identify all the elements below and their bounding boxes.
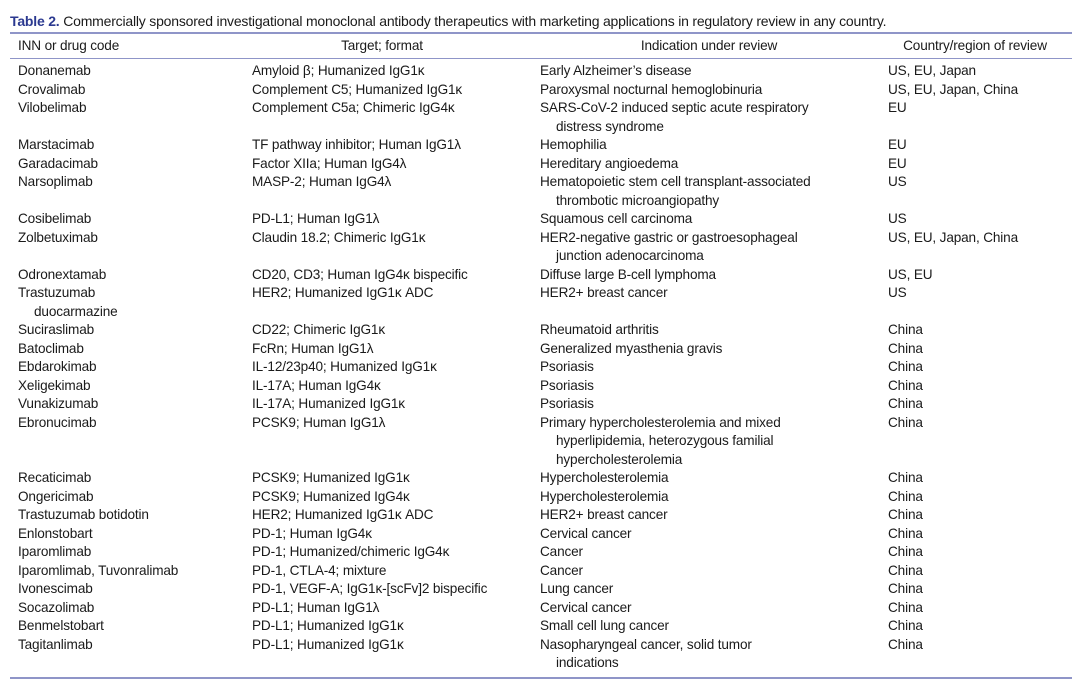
table-container xyxy=(10,10,1072,679)
cell-country xyxy=(878,358,1072,377)
cell-text: TF pathway inhibitor; Human IgG1λ xyxy=(252,137,461,152)
cell-country xyxy=(878,62,1072,81)
table-row xyxy=(10,136,1072,155)
cell-country xyxy=(878,99,1072,136)
cell-text: Vunakizumab xyxy=(18,396,99,411)
cell-target xyxy=(252,266,540,285)
cell-text: China xyxy=(888,396,923,411)
cell-text: China xyxy=(888,581,923,596)
cell-text: China xyxy=(888,359,923,374)
table-row xyxy=(10,543,1072,562)
cell-text: China xyxy=(888,562,923,578)
cell-country xyxy=(878,488,1072,507)
cell-text: Batoclimab xyxy=(18,340,84,356)
cell-target xyxy=(252,488,540,507)
cell-indication xyxy=(540,562,878,581)
cell-text: Factor XIIa; Human IgG4λ xyxy=(252,155,407,171)
cell-text: US, EU, Japan, China xyxy=(888,81,1018,97)
cell-target xyxy=(252,62,540,81)
cell-inn xyxy=(10,377,252,396)
cell-text: Paroxysmal nocturnal hemoglobinuria xyxy=(540,81,763,97)
cell-indication xyxy=(540,62,878,81)
cell-text: Crovalimab xyxy=(18,81,86,97)
cell-inn xyxy=(10,173,252,210)
cell-text: PD-1; Human IgG4κ xyxy=(252,525,372,541)
cell-text: China xyxy=(888,507,923,522)
table-row xyxy=(10,340,1072,359)
table-row xyxy=(10,155,1072,174)
cell-text: duocarmazine xyxy=(34,303,118,319)
cell-inn xyxy=(10,155,252,174)
bottom-rule xyxy=(10,677,1072,679)
cell-target xyxy=(252,562,540,581)
cell-text: EU xyxy=(888,100,907,115)
cell-text: EU xyxy=(888,155,907,171)
cell-country xyxy=(878,562,1072,581)
cell-indication xyxy=(540,173,878,210)
cell-text: PCSK9; Humanized IgG4κ xyxy=(252,488,410,504)
cell-target xyxy=(252,469,540,488)
cell-target xyxy=(252,599,540,618)
cell-target xyxy=(252,136,540,155)
cell-country xyxy=(878,414,1072,470)
cell-inn xyxy=(10,506,252,525)
table-row xyxy=(10,525,1072,544)
header-indication: Indication under review xyxy=(640,38,778,53)
cell-inn xyxy=(10,469,252,488)
table-row xyxy=(10,506,1072,525)
cell-text: Psoriasis xyxy=(540,396,594,411)
cell-text: Early Alzheimer’s disease xyxy=(540,63,692,78)
cell-text: Trastuzumab xyxy=(18,285,96,300)
cell-text: PCSK9; Humanized IgG1κ xyxy=(252,470,410,485)
cell-text: junction adenocarcinoma xyxy=(556,248,704,263)
cell-inn xyxy=(10,525,252,544)
cell-target xyxy=(252,636,540,673)
cell-text: FcRn; Human IgG1λ xyxy=(252,340,374,356)
cell-text: Marstacimab xyxy=(18,137,95,152)
cell-target xyxy=(252,210,540,229)
cell-text: CD20, CD3; Human IgG4κ bispecific xyxy=(252,266,468,282)
cell-text: Squamous cell carcinoma xyxy=(540,211,693,226)
cell-text: Complement C5a; Chimeric IgG4κ xyxy=(252,100,455,115)
table-row xyxy=(10,358,1072,377)
cell-country xyxy=(878,377,1072,396)
cell-inn xyxy=(10,636,252,673)
cell-target xyxy=(252,81,540,100)
table-caption xyxy=(10,10,1072,32)
cell-indication xyxy=(540,266,878,285)
cell-text: Vilobelimab xyxy=(18,100,87,115)
table-row xyxy=(10,62,1072,81)
cell-text: Benmelstobart xyxy=(18,618,104,633)
cell-text: Hemophilia xyxy=(540,137,607,152)
cell-text: US xyxy=(888,285,907,300)
cell-text: Ebdarokimab xyxy=(18,359,97,374)
cell-indication xyxy=(540,210,878,229)
cell-indication xyxy=(540,99,878,136)
table-row xyxy=(10,488,1072,507)
cell-inn xyxy=(10,229,252,266)
cell-text: Tagitanlimab xyxy=(18,636,93,652)
cell-text: China xyxy=(888,636,923,652)
cell-indication xyxy=(540,543,878,562)
cell-text: Donanemab xyxy=(18,63,91,78)
cell-target xyxy=(252,525,540,544)
cell-country xyxy=(878,81,1072,100)
cell-text: Lung cancer xyxy=(540,581,614,596)
cell-text: Cancer xyxy=(540,562,583,578)
cell-text: China xyxy=(888,470,923,485)
cell-target xyxy=(252,358,540,377)
table-row xyxy=(10,284,1072,321)
cell-country xyxy=(878,155,1072,174)
cell-text: MASP-2; Human IgG4λ xyxy=(252,174,392,189)
header-target: Target; format xyxy=(341,38,423,53)
cell-text: Narsoplimab xyxy=(18,174,93,189)
cell-text: IL-17A; Human IgG4κ xyxy=(252,377,381,393)
cell-text: US xyxy=(888,174,907,189)
cell-country xyxy=(878,136,1072,155)
cell-country xyxy=(878,395,1072,414)
cell-target xyxy=(252,99,540,136)
cell-text: hyperlipidemia, heterozygous familial xyxy=(556,433,774,448)
cell-inn xyxy=(10,395,252,414)
cell-target xyxy=(252,543,540,562)
cell-text: China xyxy=(888,377,923,393)
cell-indication xyxy=(540,636,878,673)
cell-text: China xyxy=(888,525,923,541)
table-row xyxy=(10,81,1072,100)
cell-text: Odronextamab xyxy=(18,266,107,282)
cell-text: indications xyxy=(556,655,619,670)
table-body xyxy=(10,59,1072,677)
cell-text: Hypercholesterolemia xyxy=(540,488,669,504)
cell-text: China xyxy=(888,599,923,615)
table-row xyxy=(10,377,1072,396)
cell-text: HER2; Humanized IgG1κ ADC xyxy=(252,507,434,522)
cell-inn xyxy=(10,562,252,581)
cell-target xyxy=(252,580,540,599)
cell-text: Diffuse large B-cell lymphoma xyxy=(540,266,716,282)
table-row xyxy=(10,580,1072,599)
cell-country xyxy=(878,173,1072,210)
cell-text: HER2; Humanized IgG1κ ADC xyxy=(252,285,434,300)
cell-text: China xyxy=(888,340,923,356)
cell-indication xyxy=(540,395,878,414)
cell-target xyxy=(252,506,540,525)
cell-target xyxy=(252,340,540,359)
cell-inn xyxy=(10,136,252,155)
cell-inn xyxy=(10,488,252,507)
cell-text: Ongericimab xyxy=(18,488,94,504)
table-row xyxy=(10,229,1072,266)
cell-target xyxy=(252,395,540,414)
cell-country xyxy=(878,210,1072,229)
cell-text: HER2-negative gastric or gastroesophageal xyxy=(540,229,798,245)
cell-indication xyxy=(540,506,878,525)
cell-text: Psoriasis xyxy=(540,359,594,374)
table-row xyxy=(10,469,1072,488)
cell-text: Socazolimab xyxy=(18,599,95,615)
cell-country xyxy=(878,599,1072,618)
cell-indication xyxy=(540,155,878,174)
cell-text: China xyxy=(888,322,923,337)
cell-text: China xyxy=(888,414,923,430)
cell-indication xyxy=(540,229,878,266)
cell-text: Generalized myasthenia gravis xyxy=(540,340,723,356)
cell-text: HER2+ breast cancer xyxy=(540,285,668,300)
cell-inn xyxy=(10,284,252,321)
cell-indication xyxy=(540,599,878,618)
cell-text: PD-1; Humanized/chimeric IgG4κ xyxy=(252,544,450,559)
cell-text: Cancer xyxy=(540,544,583,559)
cell-indication xyxy=(540,414,878,470)
cell-indication xyxy=(540,81,878,100)
table-row xyxy=(10,599,1072,618)
cell-country xyxy=(878,229,1072,266)
cell-inn xyxy=(10,62,252,81)
cell-text: Claudin 18.2; Chimeric IgG1κ xyxy=(252,229,426,245)
cell-inn xyxy=(10,617,252,636)
header-inn: INN or drug code xyxy=(18,38,120,53)
cell-text: PD-L1; Humanized IgG1κ xyxy=(252,636,404,652)
table-row xyxy=(10,414,1072,470)
cell-target xyxy=(252,229,540,266)
cell-target xyxy=(252,617,540,636)
cell-indication xyxy=(540,136,878,155)
cell-text: Cervical cancer xyxy=(540,599,632,615)
cell-target xyxy=(252,321,540,340)
cell-inn xyxy=(10,81,252,100)
cell-inn xyxy=(10,358,252,377)
cell-text: PD-1, VEGF-A; IgG1κ-[scFv]2 bispecific xyxy=(252,581,488,596)
cell-text: Ebronucimab xyxy=(18,414,97,430)
table-title: Commercially sponsored investigational monoclonal antibody therapeutics with marketing applications in regulatory review in any country. xyxy=(63,13,887,29)
cell-text: US, EU xyxy=(888,266,933,282)
cell-text: Hereditary angioedema xyxy=(540,155,679,171)
cell-indication xyxy=(540,617,878,636)
cell-country xyxy=(878,284,1072,321)
cell-indication xyxy=(540,469,878,488)
cell-text: hypercholesterolemia xyxy=(556,451,683,467)
cell-text: PCSK9; Human IgG1λ xyxy=(252,414,386,430)
cell-text: HER2+ breast cancer xyxy=(540,507,668,522)
cell-country xyxy=(878,266,1072,285)
cell-country xyxy=(878,469,1072,488)
cell-text: US xyxy=(888,211,907,226)
cell-indication xyxy=(540,525,878,544)
cell-text: Garadacimab xyxy=(18,155,98,171)
table-row xyxy=(10,617,1072,636)
cell-text: Ivonescimab xyxy=(18,581,93,596)
cell-text: CD22; Chimeric IgG1κ xyxy=(252,322,385,337)
cell-text: Primary hypercholesterolemia and mixed xyxy=(540,414,781,430)
cell-indication xyxy=(540,284,878,321)
table-row xyxy=(10,173,1072,210)
cell-text: distress syndrome xyxy=(556,118,664,134)
cell-text: Hematopoietic stem cell transplant-associated xyxy=(540,174,811,189)
table-row xyxy=(10,99,1072,136)
cell-text: China xyxy=(888,488,923,504)
cell-country xyxy=(878,636,1072,673)
cell-inn xyxy=(10,210,252,229)
cell-text: Cervical cancer xyxy=(540,525,632,541)
cell-country xyxy=(878,543,1072,562)
cell-inn xyxy=(10,414,252,470)
table-row xyxy=(10,321,1072,340)
cell-target xyxy=(252,284,540,321)
cell-text: Trastuzumab botidotin xyxy=(18,507,149,522)
cell-text: Hypercholesterolemia xyxy=(540,470,669,485)
cell-inn xyxy=(10,321,252,340)
cell-target xyxy=(252,377,540,396)
cell-text: Xeligekimab xyxy=(18,377,91,393)
cell-indication xyxy=(540,321,878,340)
table-row xyxy=(10,562,1072,581)
cell-text: Enlonstobart xyxy=(18,525,93,541)
table-row xyxy=(10,266,1072,285)
cell-indication xyxy=(540,358,878,377)
cell-country xyxy=(878,340,1072,359)
cell-inn xyxy=(10,580,252,599)
header-country: Country/region of review xyxy=(903,38,1047,53)
cell-text: US, EU, Japan, China xyxy=(888,229,1018,245)
cell-text: Psoriasis xyxy=(540,377,594,393)
cell-text: Complement C5; Humanized IgG1κ xyxy=(252,81,463,97)
cell-country xyxy=(878,321,1072,340)
cell-text: thrombotic microangiopathy xyxy=(556,192,720,208)
cell-text: Iparomlimab, Tuvonralimab xyxy=(18,562,179,578)
cell-text: Cosibelimab xyxy=(18,211,92,226)
cell-text: IL-12/23p40; Humanized IgG1κ xyxy=(252,359,437,374)
table-row xyxy=(10,210,1072,229)
table-row xyxy=(10,636,1072,673)
cell-text: Suciraslimab xyxy=(18,322,95,337)
cell-text: Nasopharyngeal cancer, solid tumor xyxy=(540,636,752,652)
cell-text: Zolbetuximab xyxy=(18,229,98,245)
cell-text: Small cell lung cancer xyxy=(540,618,669,633)
table-row xyxy=(10,395,1072,414)
cell-inn xyxy=(10,340,252,359)
cell-text: PD-L1; Human IgG1λ xyxy=(252,599,380,615)
table-label: Table 2. xyxy=(10,13,60,29)
cell-text: IL-17A; Humanized IgG1κ xyxy=(252,396,405,411)
cell-inn xyxy=(10,266,252,285)
cell-text: Rheumatoid arthritis xyxy=(540,322,659,337)
cell-target xyxy=(252,173,540,210)
cell-text: Iparomlimab xyxy=(18,544,92,559)
cell-country xyxy=(878,580,1072,599)
cell-text: PD-L1; Human IgG1λ xyxy=(252,211,380,226)
cell-indication xyxy=(540,488,878,507)
cell-text: Recaticimab xyxy=(18,470,92,485)
cell-target xyxy=(252,155,540,174)
cell-indication xyxy=(540,340,878,359)
cell-indication xyxy=(540,377,878,396)
cell-text: SARS-CoV-2 induced septic acute respiratory xyxy=(540,100,809,115)
cell-inn xyxy=(10,599,252,618)
cell-inn xyxy=(10,99,252,136)
cell-target xyxy=(252,414,540,470)
cell-text: China xyxy=(888,618,923,633)
cell-inn xyxy=(10,543,252,562)
cell-text: EU xyxy=(888,137,907,152)
cell-text: Amyloid β; Humanized IgG1κ xyxy=(252,63,425,78)
table-header-row xyxy=(10,34,1072,58)
cell-indication xyxy=(540,580,878,599)
cell-text: US, EU, Japan xyxy=(888,63,976,78)
cell-country xyxy=(878,617,1072,636)
cell-country xyxy=(878,506,1072,525)
cell-text: China xyxy=(888,544,923,559)
cell-country xyxy=(878,525,1072,544)
cell-text: PD-L1; Humanized IgG1κ xyxy=(252,618,404,633)
cell-text: PD-1, CTLA-4; mixture xyxy=(252,562,387,578)
